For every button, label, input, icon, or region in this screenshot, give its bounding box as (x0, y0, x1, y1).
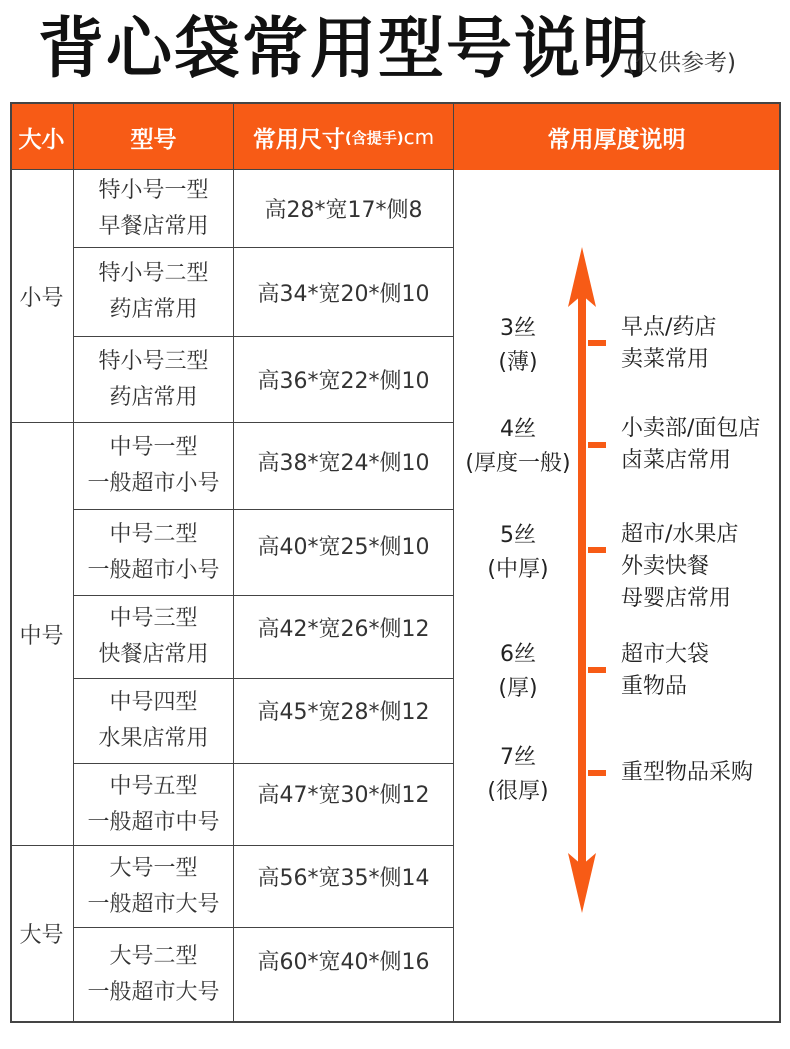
thickness-usage (621, 757, 753, 789)
table-row-size (234, 423, 453, 499)
thickness-usage (621, 639, 709, 703)
header-dimensions-note: (含提手) (344, 128, 404, 147)
scale-tick (588, 340, 606, 346)
table-row-size (234, 170, 453, 247)
size-value: 高34*宽20*侧10 (257, 281, 430, 307)
group-medium (10, 423, 73, 845)
table-row-model (74, 679, 233, 763)
header-model (73, 104, 234, 170)
model-name: 中号三型 (109, 606, 198, 631)
usage-line: 重物品 (621, 674, 688, 699)
header-dimensions-label: 常用尺寸 (252, 126, 345, 153)
header-size-label: 大小 (18, 126, 65, 153)
scale-tick (588, 667, 606, 673)
model-use: 一般超市大号 (87, 891, 220, 917)
table-row-size (234, 596, 453, 658)
page-title: 背心袋常用型号说明 (38, 10, 650, 87)
model-use: 一般超市大号 (87, 979, 220, 1005)
size-value: 高56*宽35*侧14 (257, 865, 430, 891)
table-row-model (74, 928, 233, 1021)
scale-tick (588, 547, 606, 553)
table-row-model (74, 846, 233, 927)
model-name: 中号二型 (109, 521, 198, 547)
thickness-level-value: 4丝 (500, 417, 536, 442)
table-border-right (779, 102, 781, 1023)
usage-line: 超市/水果店 (621, 522, 739, 547)
thickness-level (448, 741, 588, 809)
model-name: 中号一型 (109, 435, 198, 460)
usage-line: 母婴店常用 (621, 586, 732, 611)
header-dimensions (234, 104, 453, 170)
header-model-label: 型号 (130, 126, 177, 153)
model-name: 特小号二型 (98, 261, 209, 286)
group-small (10, 170, 73, 422)
table-row-model (74, 170, 233, 247)
thickness-level-desc: (厚度一般) (465, 451, 571, 476)
model-name: 特小号一型 (98, 177, 209, 203)
scale-tick (588, 442, 606, 448)
size-value: 高47*宽30*侧12 (257, 782, 430, 808)
thickness-level (448, 312, 588, 380)
size-value: 高40*宽25*侧10 (257, 534, 430, 560)
model-use: 一般超市小号 (87, 557, 220, 583)
table-row-size (234, 679, 453, 741)
model-name: 大号一型 (109, 855, 198, 881)
model-use: 药店常用 (109, 297, 198, 322)
table-row-size (234, 510, 453, 580)
usage-line: 早点/药店 (621, 315, 717, 340)
model-use: 快餐店常用 (98, 642, 209, 667)
thickness-level-desc: (薄) (498, 350, 538, 375)
usage-line: 超市大袋 (621, 642, 710, 667)
size-value: 高45*宽28*侧12 (257, 699, 430, 725)
thickness-usage (621, 413, 760, 477)
model-use: 药店常用 (109, 384, 198, 410)
model-use: 早餐店常用 (98, 213, 209, 239)
table-border-top (10, 102, 780, 104)
page-subtitle: (仅供参考) (626, 50, 736, 76)
header-dimensions-unit: cm (403, 125, 435, 149)
thickness-level (448, 519, 588, 587)
usage-line: 卖菜常用 (621, 347, 710, 372)
table-row-model (74, 337, 233, 422)
scale-tick (588, 770, 606, 776)
table-border-bottom (10, 1021, 780, 1023)
size-value: 高36*宽22*侧10 (257, 369, 430, 394)
thickness-level-value: 3丝 (500, 316, 536, 341)
thickness-level-value: 6丝 (500, 642, 536, 667)
model-use: 一般超市中号 (87, 809, 220, 835)
size-value: 高60*宽40*侧16 (257, 949, 430, 975)
thickness-level-desc: (厚) (498, 676, 538, 701)
usage-line: 卤菜店常用 (621, 448, 732, 473)
group-label: 小号 (19, 285, 64, 311)
table-row-size (234, 248, 453, 336)
model-use: 一般超市小号 (87, 471, 220, 496)
table-row-size (234, 337, 453, 422)
thickness-level-desc: (很厚) (487, 779, 549, 804)
thickness-usage (621, 519, 738, 615)
size-value: 高42*宽26*侧12 (257, 616, 430, 642)
thickness-usage (621, 312, 716, 376)
thickness-level-value: 7丝 (500, 745, 536, 770)
usage-line: 小卖部/面包店 (621, 416, 761, 441)
thickness-level-desc: (中厚) (487, 557, 549, 582)
table-row-model (74, 423, 233, 509)
table-row-size (234, 928, 453, 992)
thickness-level (448, 638, 588, 706)
table-row-size (234, 846, 453, 906)
table-row-model (74, 510, 233, 595)
model-name: 中号五型 (109, 773, 198, 799)
header-size (10, 104, 73, 170)
thickness-level-value: 5丝 (500, 523, 536, 548)
table-row-size (234, 764, 453, 822)
size-value: 高38*宽24*侧10 (257, 450, 430, 476)
model-name: 大号二型 (109, 943, 198, 969)
table-row-model (74, 248, 233, 336)
usage-line: 重型物品采购 (621, 760, 754, 785)
model-name: 特小号三型 (98, 348, 209, 374)
model-name: 中号四型 (109, 690, 198, 715)
group-large (10, 846, 73, 1021)
model-use: 水果店常用 (98, 726, 209, 751)
table-row-model (74, 596, 233, 678)
usage-line: 外卖快餐 (621, 554, 710, 579)
thickness-level (448, 413, 588, 481)
group-label: 中号 (19, 623, 64, 649)
header-thickness-label: 常用厚度说明 (547, 126, 686, 153)
header-thickness (453, 104, 780, 170)
size-value: 高28*宽17*侧8 (264, 198, 423, 223)
group-label: 大号 (19, 923, 64, 948)
table-row-model (74, 764, 233, 845)
